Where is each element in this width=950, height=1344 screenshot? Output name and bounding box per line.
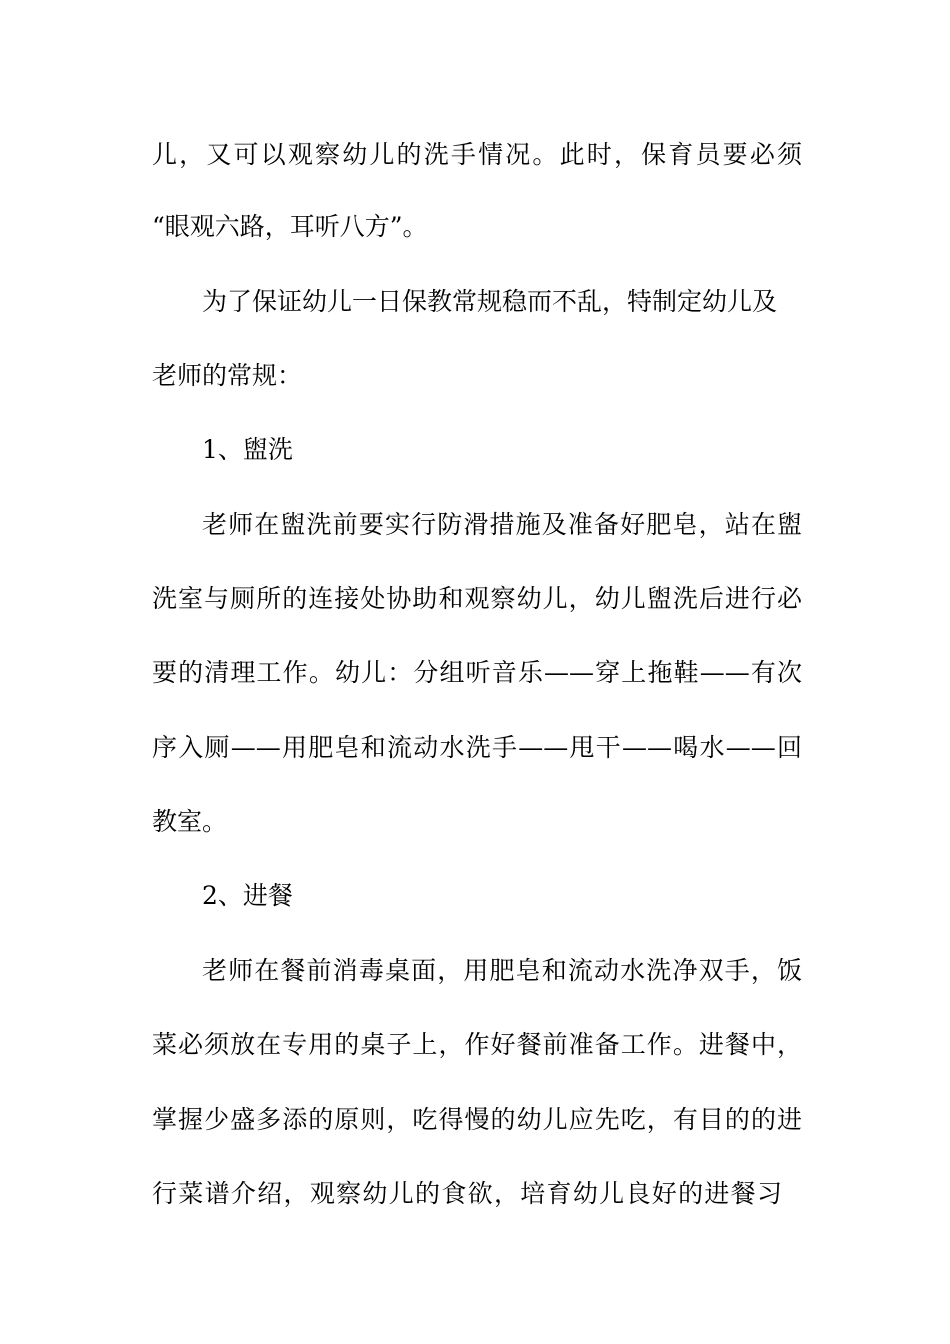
text-line-14: 掌握少盛多添的原则，吃得慢的幼儿应先吃，有目的的进 — [152, 1105, 802, 1134]
text-line-7: 洗室与厕所的连接处协助和观察幼儿，幼儿盥洗后进行必 — [152, 584, 802, 613]
text-line-4: 老师的常规： — [152, 361, 303, 390]
text-line-9: 序入厕——用肥皂和流动水洗手——甩干——喝水——回 — [152, 733, 802, 762]
text-line-15: 行菜谱介绍，观察幼儿的食欲，培育幼儿良好的进餐习 — [152, 1179, 782, 1208]
text-line-2: “眼观六路，耳听八方”。 — [152, 212, 428, 241]
text-line-13: 菜必须放在专用的桌子上，作好餐前准备工作。进餐中， — [152, 1030, 802, 1059]
section-heading-washing: 1、盥洗 — [202, 435, 293, 464]
text-line-12: 老师在餐前消毒桌面，用肥皂和流动水洗净双手，饭 — [202, 956, 802, 985]
text-line-8: 要的清理工作。幼儿：分组听音乐——穿上拖鞋——有次 — [152, 658, 802, 687]
text-line-6: 老师在盥洗前要实行防滑措施及准备好肥皂，站在盥 — [202, 510, 802, 539]
text-line-1: 儿，又可以观察幼儿的洗手情况。此时，保育员要必须 — [152, 140, 802, 169]
section-heading-dining: 2、进餐 — [202, 881, 293, 910]
text-line-3: 为了保证幼儿一日保教常规稳而不乱，特制定幼儿及 — [202, 287, 778, 316]
text-line-10: 教室。 — [152, 807, 228, 836]
